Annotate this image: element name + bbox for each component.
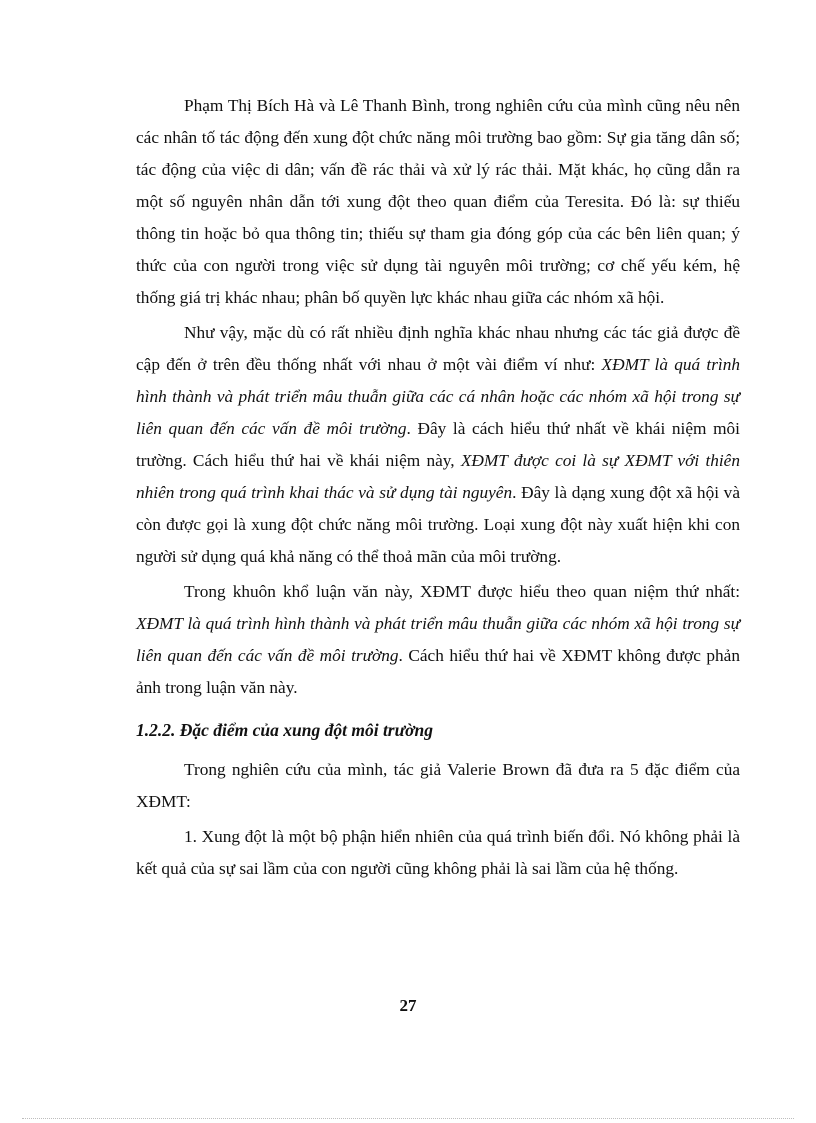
paragraph-4: Trong nghiên cứu của mình, tác giả Valerie Brown đã đưa ra 5 đặc điểm của XĐMT: — [136, 760, 740, 811]
paragraph-2-text-e: . Đây là dạng xung đột xã hội và còn được gọi là xung đột chức năng môi trường. Loại xung đột này xuất hiện khi con người sử dụng quá khả năng có thể thoả mãn của môi trường. — [136, 483, 740, 566]
paragraph-2-italic-definition-1: XĐMT là quá trình hình thành và phát triển mâu thuẫn giữa các cá nhân hoặc các nhóm xã hội trong sự liên quan đến các vấn đề môi trường — [136, 355, 741, 438]
paragraph-1: Phạm Thị Bích Hà và Lê Thanh Bình, trong nghiên cứu của mình cũng nêu nên các nhân tố tác động đến xung đột chức năng môi trường bao gồm: Sự gia tăng dân số; tác động của việc di dân; vấn đề rác thải và xử lý rác thải. Mặt khác, họ cũng dẫn ra một số nguyên nhân dẫn tới xung đột theo quan điểm của Teresita. Đó là: sự thiếu thông tin hoặc bỏ qua thông tin; thiếu sự tham gia đóng góp của các bên liên quan; ý thức của con người trong việc sử dụng tài nguyên môi trường; cơ chế yếu kém, hệ thống giá trị khác nhau; phân bố quyền lực khác nhau giữa các nhóm xã hội. — [136, 96, 740, 307]
paragraph-5: 1. Xung đột là một bộ phận hiển nhiên của quá trình biến đổi. Nó không phải là kết quả của sự sai lầm của con người cũng không phải là sai lầm của hệ thống. — [136, 827, 740, 878]
paragraph-2 — [136, 317, 740, 573]
paragraph-2-text-a: Như vậy, mặc dù có rất nhiều định nghĩa khác nhau nhưng các tác giả được đề cập đến ở trên đều thống nhất với nhau ở một vài điểm ví như: — [136, 323, 740, 374]
paragraph-2-italic-definition-2: XĐMT được coi là sự XĐMT với thiên nhiên trong quá trình khai thác và sử dụng tài nguyên — [136, 451, 740, 502]
paragraph-3-text-a: Trong khuôn khổ luận văn này, XĐMT được hiểu theo quan niệm thứ nhất: — [184, 582, 740, 601]
document-body — [136, 90, 740, 885]
paragraph-3-italic-definition: XĐMT là quá trình hình thành và phát triển mâu thuẫn giữa các nhóm xã hội trong sự liên quan đến các vấn đề môi trường — [136, 614, 740, 665]
paragraph-3-text-c: . Cách hiểu thứ hai về XĐMT không được phản ảnh trong luận văn này. — [136, 646, 740, 697]
page-number: 27 — [399, 996, 417, 1015]
page-bottom-divider — [22, 1118, 794, 1119]
paragraph-3 — [136, 576, 740, 704]
section-heading: 1.2.2. Đặc điểm của xung đột môi trường — [136, 720, 433, 740]
paragraph-2-text-c: . Đây là cách hiểu thứ nhất về khái niệm môi trường. Cách hiểu thứ hai về khái niệm này, — [136, 419, 740, 470]
